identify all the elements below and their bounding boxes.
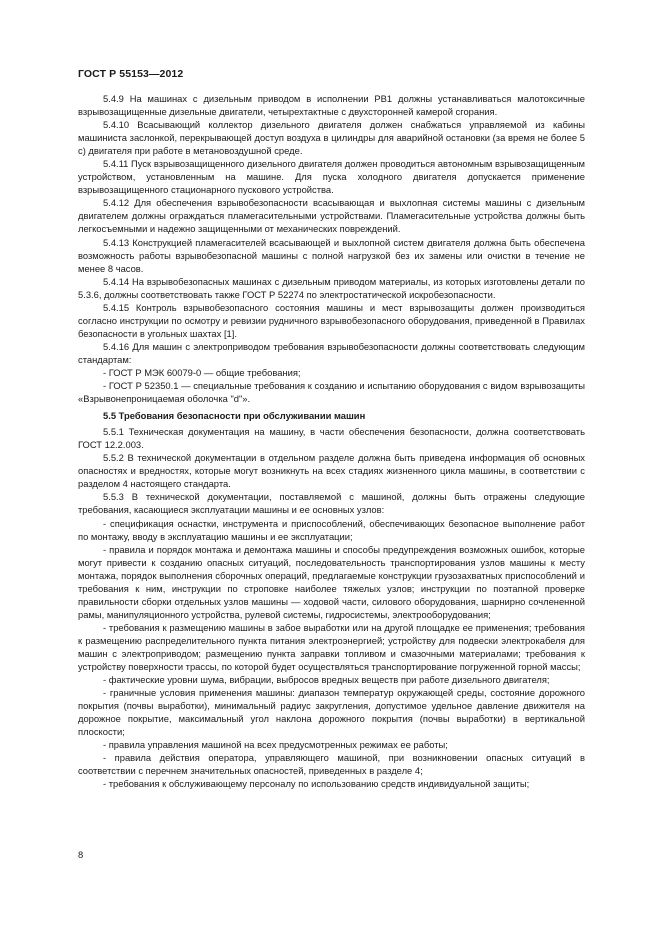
paragraph: 5.4.13 Конструкцией пламегасителей всасывающей и выхлопной систем двигателя должна быть обеспечена возможность работы взрывобезопасной машины с полной нагрузкой без их замены или очистки в течение не менее 8 часов.	[78, 236, 585, 274]
list-item: - ГОСТ Р 52350.1 — специальные требования к созданию и испытанию оборудования с видом взрывозащиты «Взрывонепроницаемая оболочка "d"».	[78, 380, 585, 405]
list-item: - спецификация оснастки, инструмента и приспособлений, обеспечивающих безопасное выполнение работ по монтажу, вводу в эксплуатацию машины и ее эксплуатации;	[78, 517, 585, 542]
paragraph: 5.4.15 Контроль взрывобезопасного состояния машины и мест взрывозащиты должен производиться согласно инструкции по осмотру и ревизии рудничного взрывобезопасного оборудования, приведенной в Правилах безопасности в угольных шахтах [1].	[78, 301, 585, 339]
paragraph: 5.4.12 Для обеспечения взрывобезопасности всасывающая и выхлопная системы машины с дизельным двигателем должны ограждаться пламегасительными устройствами. Пламегасительные устройства должны быть легкосъемными и надежно защищенными от механических повреждений.	[78, 197, 585, 235]
doc-body	[78, 92, 585, 790]
paragraph: 5.5.1 Техническая документация на машину, в части обеспечения безопасности, должна соответствовать ГОСТ 12.2.003.	[78, 426, 585, 451]
page-number: 8	[78, 849, 84, 860]
section-heading: 5.5 Требования безопасности при обслуживании машин	[103, 410, 366, 422]
list-item: - граничные условия применения машины: диапазон температур окружающей среды, состояние дорожного покрытия (почвы выработки), минимальный радиус закругления, допустимое удельное давление движителя на дорожное покрытие, максимальный угол наклона дорожного покрытия (почвы выработки) в вертикальной плоскости;	[78, 687, 585, 738]
list-item: - правила управления машиной на всех предусмотренных режимах ее работы;	[103, 739, 448, 751]
paragraph: 5.4.10 Всасывающий коллектор дизельного двигателя должен снабжаться управляемой из кабины машиниста заслонкой, перекрывающей доступ воздуха в цилиндры для аварийной остановки (за время не более 5 с) двигателя при работе в метановоздушной среде.	[78, 119, 585, 157]
list-item: - требования к размещению машины в забое выработки или на другой площадке ее применения; требования к размещению распределительного пункта питания электроэнергией; устройству для подвески электрокабеля для машин с электроприводом; размещению пункта заправки топливом и смазочными материалами; требования к устройству поверхности трассы, по которой будет осуществляться транспортирование погруженной горной массы;	[78, 621, 585, 673]
paragraph: 5.5.2 В технической документации в отдельном разделе должна быть приведена информация об основных опасностях и вредностях, которые могут возникнуть на всех стадиях жизненного цикла машины, в соответствии с разделом 4 настоящего стандарта.	[78, 452, 585, 490]
paragraph: 5.5.3 В технической документации, поставляемой с машиной, должны быть отражены следующие требования, касающиеся эксплуатации машины и ее основных узлов:	[78, 491, 585, 516]
paragraph: 5.4.14 На взрывобезопасных машинах с дизельным приводом материалы, из которых изготовлены детали по 5.3.6, должны соответствовать также ГОСТ Р 52274 по электростатической искробезопасности.	[78, 275, 585, 300]
list-item: - правила действия оператора, управляющего машиной, при возникновении опасных ситуаций в соответствии с перечнем значительных опасностей, приведенных в разделе 4;	[78, 752, 585, 777]
list-item: - требования к обслуживающему персоналу по использованию средств индивидуальной защиты;	[103, 778, 530, 790]
paragraph: 5.4.16 Для машин с электроприводом требования взрывобезопасности должны соответствовать следующим стандартам:	[78, 340, 585, 365]
list-item: - правила и порядок монтажа и демонтажа машины и способы предупреждения возможных ошибок, которые могут привести к созданию опасных ситуаций, последовательность транспортирования узлов машины к месту монтажа, порядок выполнения сборочных операций, предлагаемые конструкции грузозахватных приспособлений и требования к ним, инструкции по строповке наиболее тяжелых узлов; инструкции по поэтапной проверке правильности сборки отдельных узлов машины — ходовой части, силового оборудования, шарнирно сочлененной рамы, манипуляционного устройства, рулевой системы, гидросистемы, электрооборудования;	[78, 543, 585, 620]
list-item: - фактические уровни шума, вибрации, выбросов вредных веществ при работе дизельного двигателя;	[103, 674, 550, 686]
paragraph: 5.4.9 На машинах с дизельным приводом в исполнении РВ1 должны устанавливаться малотоксичные взрывозащищенные дизельные двигатели, четырехтактные с двухсторонней камерой сгорания.	[78, 93, 585, 118]
paragraph: 5.4.11 Пуск взрывозащищенного дизельного двигателя должен проводиться автономным взрывозащищенным устройством, установленным на машине. Для пуска холодного двигателя допускается применение взрывозащищенного стационарного пускового устройства.	[78, 158, 585, 196]
list-item: - ГОСТ Р МЭК 60079-0 — общие требования;	[103, 366, 301, 378]
doc-header: ГОСТ Р 55153—2012	[78, 68, 184, 80]
